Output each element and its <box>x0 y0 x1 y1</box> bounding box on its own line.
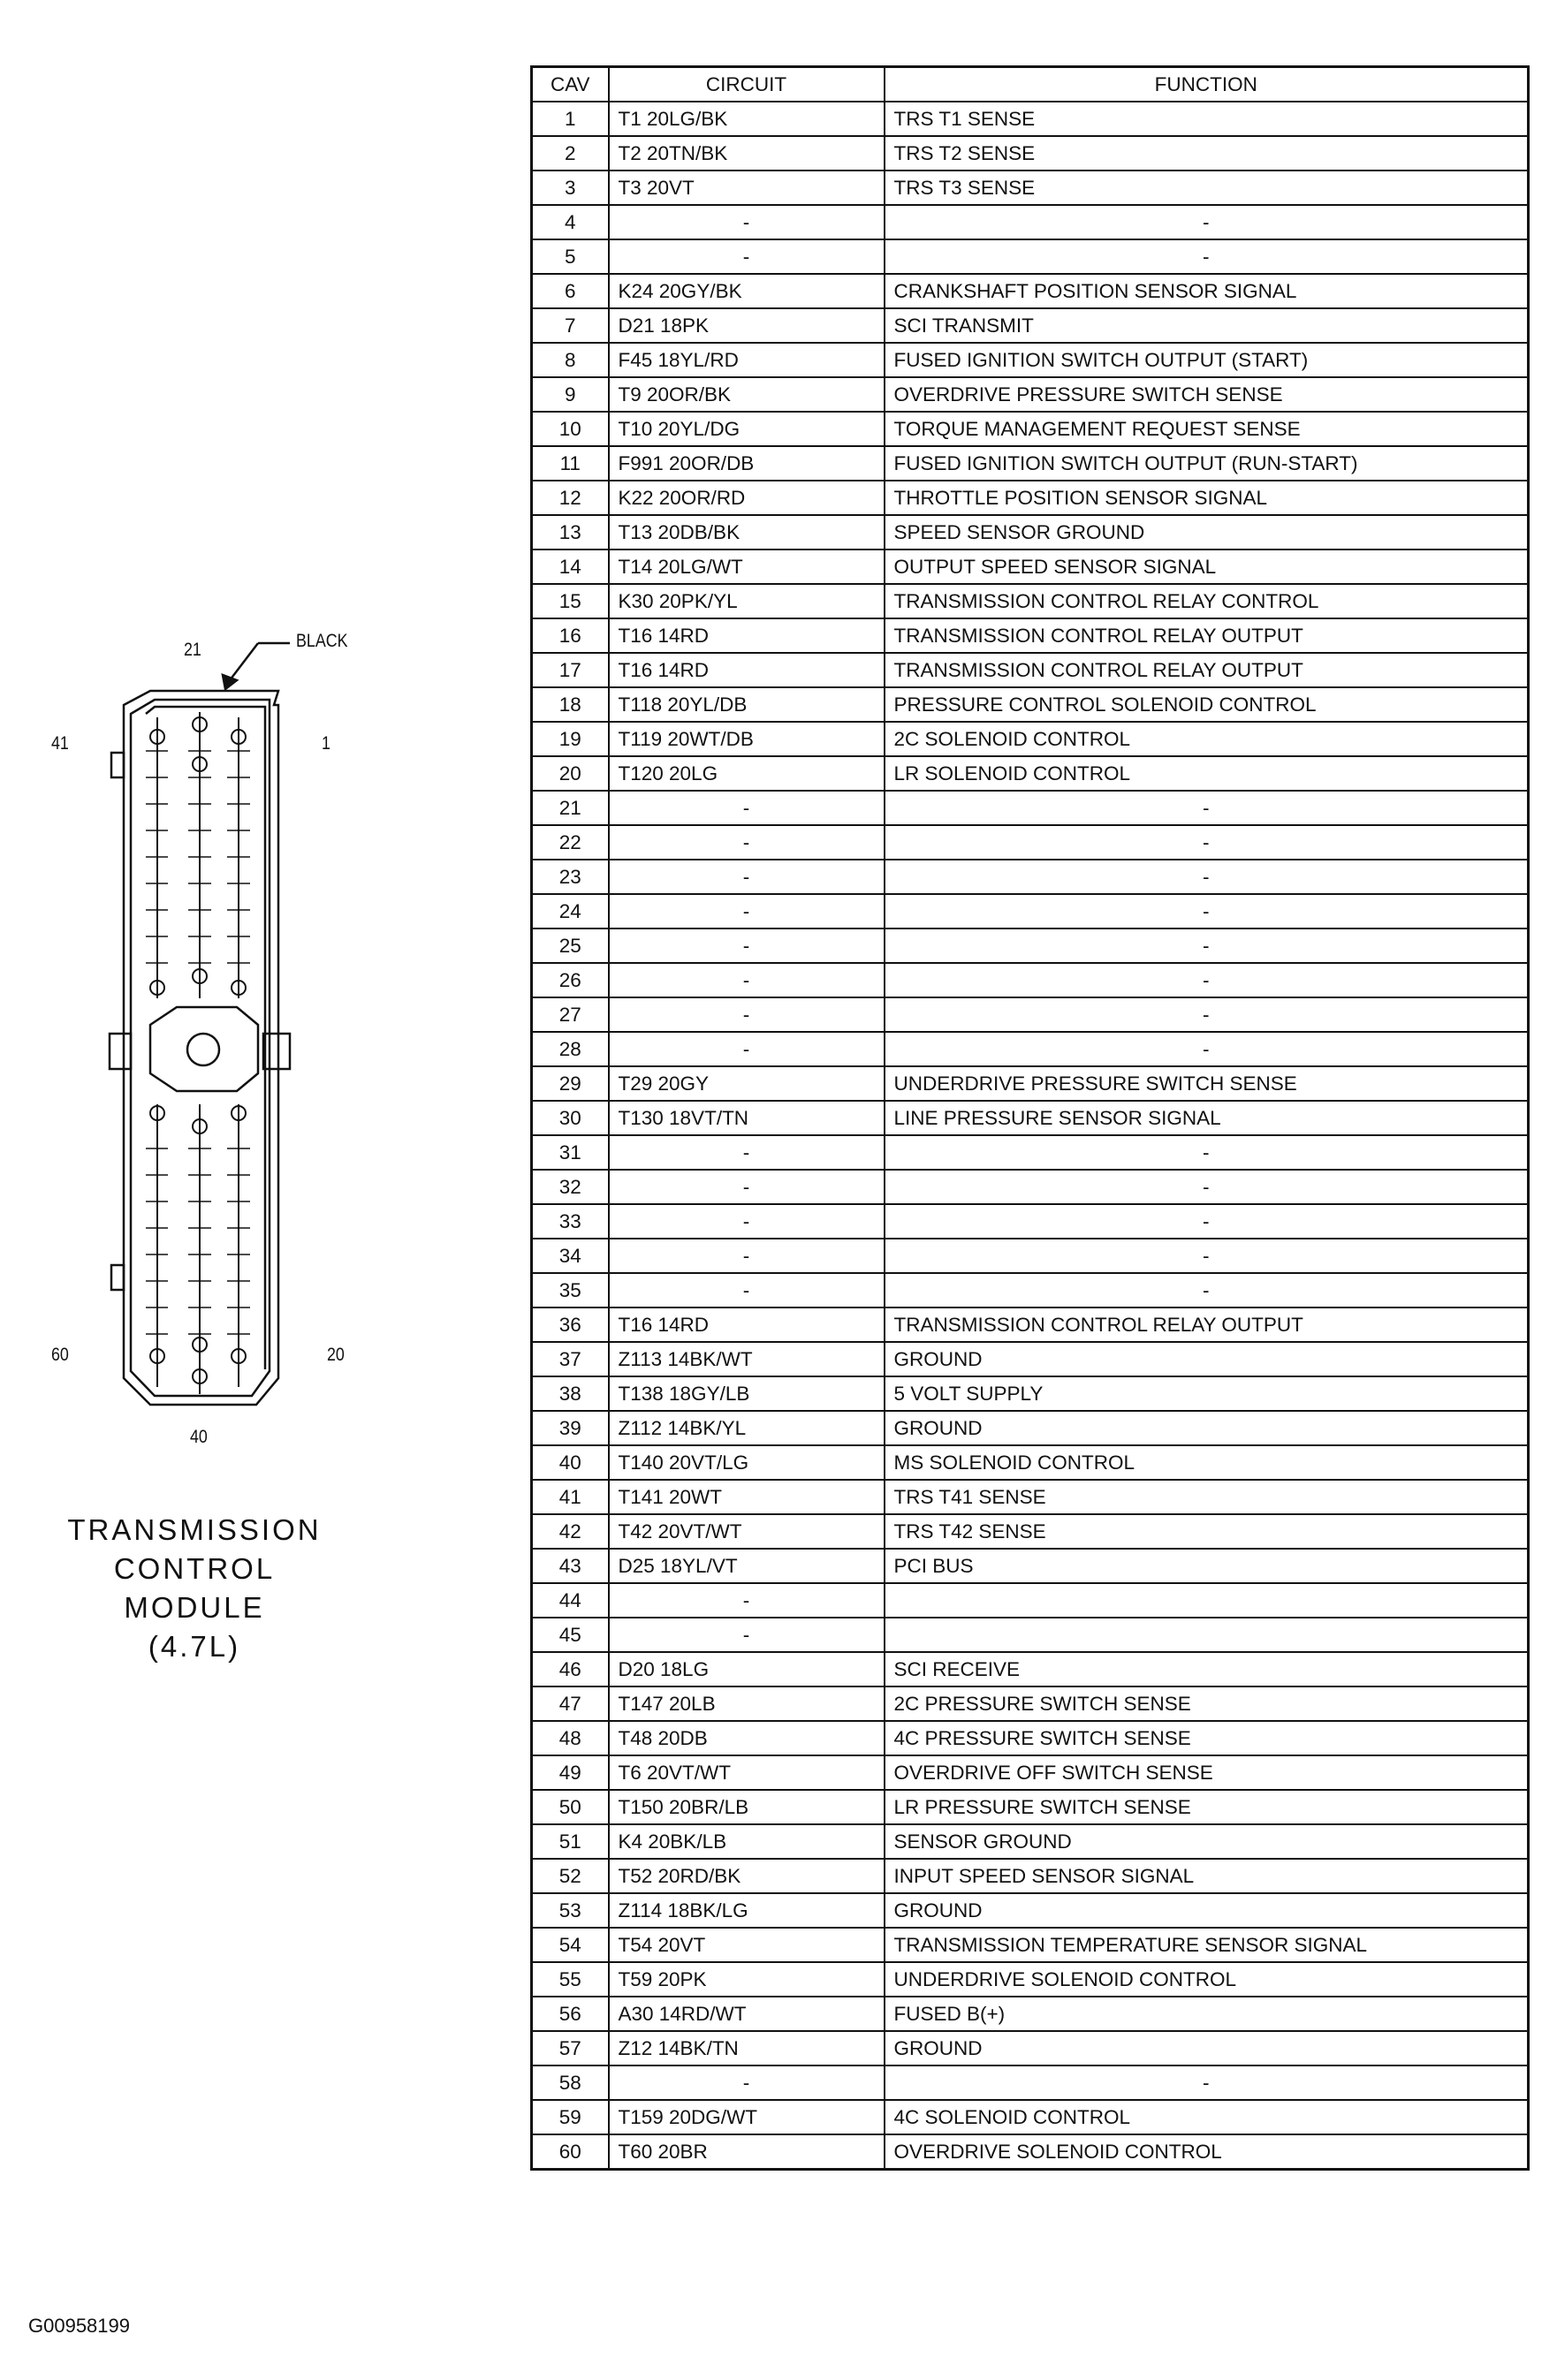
table-row <box>532 1859 1529 1893</box>
pin-label-top-right: 1 <box>322 733 330 754</box>
table-row <box>532 756 1529 791</box>
table-row <box>532 1618 1529 1652</box>
table-row <box>532 1307 1529 1342</box>
circuit-cell: - <box>609 1135 885 1170</box>
circuit-cell: - <box>609 2065 885 2100</box>
cav-cell: 8 <box>532 343 609 377</box>
circuit-cell: F991 20OR/DB <box>609 446 885 481</box>
table-row <box>532 1893 1529 1928</box>
cav-cell: 31 <box>532 1135 609 1170</box>
function-cell: TRS T42 SENSE <box>885 1514 1529 1549</box>
cav-cell: 10 <box>532 412 609 446</box>
table-row <box>532 1411 1529 1445</box>
module-title-line: TRANSMISSION <box>67 1513 322 1546</box>
cav-cell: 56 <box>532 1997 609 2031</box>
function-cell: TRS T1 SENSE <box>885 102 1529 136</box>
circuit-cell: T150 20BR/LB <box>609 1790 885 1824</box>
function-cell: - <box>885 860 1529 894</box>
cav-cell: 32 <box>532 1170 609 1204</box>
function-cell: - <box>885 997 1529 1032</box>
function-cell: GROUND <box>885 1342 1529 1376</box>
function-cell: CRANKSHAFT POSITION SENSOR SIGNAL <box>885 274 1529 308</box>
function-cell: 2C PRESSURE SWITCH SENSE <box>885 1686 1529 1721</box>
table-row <box>532 2134 1529 2170</box>
pinout-table-body <box>532 102 1529 2170</box>
table-row <box>532 136 1529 171</box>
function-cell: TRS T2 SENSE <box>885 136 1529 171</box>
cav-cell: 28 <box>532 1032 609 1066</box>
circuit-cell: T10 20YL/DG <box>609 412 885 446</box>
cav-cell: 25 <box>532 929 609 963</box>
table-row <box>532 1755 1529 1790</box>
table-row <box>532 1204 1529 1239</box>
table-row <box>532 1549 1529 1583</box>
circuit-cell: T16 14RD <box>609 618 885 653</box>
color-callout-line <box>223 643 290 689</box>
table-row <box>532 1583 1529 1618</box>
function-cell: SCI RECEIVE <box>885 1652 1529 1686</box>
table-row <box>532 584 1529 618</box>
cav-cell: 23 <box>532 860 609 894</box>
table-row <box>532 2031 1529 2065</box>
circuit-cell: T138 18GY/LB <box>609 1376 885 1411</box>
pin-columns-lower <box>146 1104 250 1394</box>
table-row <box>532 1721 1529 1755</box>
function-cell: - <box>885 1135 1529 1170</box>
table-row <box>532 1824 1529 1859</box>
table-row <box>532 1997 1529 2031</box>
pin-columns-upper <box>146 712 250 998</box>
table-row <box>532 894 1529 929</box>
circuit-cell: Z112 14BK/YL <box>609 1411 885 1445</box>
cav-cell: 46 <box>532 1652 609 1686</box>
pin-label-top: 21 <box>184 640 201 660</box>
function-cell: - <box>885 929 1529 963</box>
cav-cell: 11 <box>532 446 609 481</box>
module-title-line: MODULE <box>124 1591 265 1624</box>
table-row <box>532 1445 1529 1480</box>
table-row <box>532 274 1529 308</box>
cav-cell: 53 <box>532 1893 609 1928</box>
function-cell: LINE PRESSURE SENSOR SIGNAL <box>885 1101 1529 1135</box>
circuit-cell: T141 20WT <box>609 1480 885 1514</box>
function-cell: UNDERDRIVE PRESSURE SWITCH SENSE <box>885 1066 1529 1101</box>
table-row <box>532 1273 1529 1307</box>
function-cell: - <box>885 1273 1529 1307</box>
circuit-cell: - <box>609 791 885 825</box>
connector-color-label: BLACK <box>296 631 348 651</box>
table-row <box>532 653 1529 687</box>
circuit-cell: - <box>609 1583 885 1618</box>
function-cell: - <box>885 1170 1529 1204</box>
circuit-cell: K4 20BK/LB <box>609 1824 885 1859</box>
table-row <box>532 860 1529 894</box>
circuit-cell: - <box>609 825 885 860</box>
header-cav: CAV <box>532 67 609 102</box>
table-row <box>532 2100 1529 2134</box>
cav-cell: 42 <box>532 1514 609 1549</box>
table-row <box>532 1239 1529 1273</box>
function-cell: - <box>885 1239 1529 1273</box>
table-row <box>532 481 1529 515</box>
function-cell: PRESSURE CONTROL SOLENOID CONTROL <box>885 687 1529 722</box>
circuit-cell: - <box>609 929 885 963</box>
cav-cell: 36 <box>532 1307 609 1342</box>
circuit-cell: T140 20VT/LG <box>609 1445 885 1480</box>
circuit-cell: - <box>609 205 885 239</box>
function-cell: TRANSMISSION CONTROL RELAY CONTROL <box>885 584 1529 618</box>
circuit-cell: T6 20VT/WT <box>609 1755 885 1790</box>
module-title-line: (4.7L) <box>148 1630 241 1663</box>
table-row <box>532 687 1529 722</box>
function-cell: TRS T41 SENSE <box>885 1480 1529 1514</box>
function-cell: 5 VOLT SUPPLY <box>885 1376 1529 1411</box>
function-cell: - <box>885 205 1529 239</box>
cav-cell: 30 <box>532 1101 609 1135</box>
cav-cell: 41 <box>532 1480 609 1514</box>
circuit-cell: D21 18PK <box>609 308 885 343</box>
table-row <box>532 1480 1529 1514</box>
table-row <box>532 997 1529 1032</box>
module-title-line: CONTROL <box>113 1552 276 1585</box>
function-cell: SENSOR GROUND <box>885 1824 1529 1859</box>
connector-diagram <box>27 618 398 1484</box>
cav-cell: 29 <box>532 1066 609 1101</box>
circuit-cell: T14 20LG/WT <box>609 550 885 584</box>
cav-cell: 35 <box>532 1273 609 1307</box>
function-cell: OVERDRIVE PRESSURE SWITCH SENSE <box>885 377 1529 412</box>
table-row <box>532 1790 1529 1824</box>
table-row <box>532 446 1529 481</box>
table-row <box>532 239 1529 274</box>
header-function: FUNCTION <box>885 67 1529 102</box>
cav-cell: 20 <box>532 756 609 791</box>
function-cell: GROUND <box>885 1893 1529 1928</box>
cav-cell: 37 <box>532 1342 609 1376</box>
cav-cell: 9 <box>532 377 609 412</box>
circuit-cell: T2 20TN/BK <box>609 136 885 171</box>
table-row <box>532 515 1529 550</box>
pin-label-bottom-left: 60 <box>51 1345 69 1365</box>
cav-cell: 47 <box>532 1686 609 1721</box>
pinout-table <box>530 65 1530 2171</box>
cav-cell: 14 <box>532 550 609 584</box>
cav-cell: 40 <box>532 1445 609 1480</box>
table-row <box>532 550 1529 584</box>
circuit-cell: K24 20GY/BK <box>609 274 885 308</box>
circuit-cell: K22 20OR/RD <box>609 481 885 515</box>
pin-label-bottom: 40 <box>190 1427 208 1447</box>
cav-cell: 58 <box>532 2065 609 2100</box>
circuit-cell: T147 20LB <box>609 1686 885 1721</box>
circuit-cell: - <box>609 1204 885 1239</box>
function-cell: TORQUE MANAGEMENT REQUEST SENSE <box>885 412 1529 446</box>
pin-label-bottom-right: 20 <box>327 1345 345 1365</box>
function-cell: LR PRESSURE SWITCH SENSE <box>885 1790 1529 1824</box>
table-row <box>532 2065 1529 2100</box>
cav-cell: 49 <box>532 1755 609 1790</box>
function-cell: FUSED IGNITION SWITCH OUTPUT (RUN-START) <box>885 446 1529 481</box>
function-cell: 4C SOLENOID CONTROL <box>885 2100 1529 2134</box>
cav-cell: 6 <box>532 274 609 308</box>
table-row <box>532 1376 1529 1411</box>
circuit-cell: - <box>609 860 885 894</box>
table-row <box>532 377 1529 412</box>
table-row <box>532 308 1529 343</box>
function-cell: TRANSMISSION CONTROL RELAY OUTPUT <box>885 1307 1529 1342</box>
table-row <box>532 412 1529 446</box>
function-cell: - <box>885 1032 1529 1066</box>
cav-cell: 12 <box>532 481 609 515</box>
circuit-cell: T159 20DG/WT <box>609 2100 885 2134</box>
circuit-cell: - <box>609 1273 885 1307</box>
cav-cell: 16 <box>532 618 609 653</box>
function-cell: - <box>885 963 1529 997</box>
function-cell: UNDERDRIVE SOLENOID CONTROL <box>885 1962 1529 1997</box>
cav-cell: 45 <box>532 1618 609 1652</box>
function-cell: - <box>885 239 1529 274</box>
circuit-cell: T16 14RD <box>609 1307 885 1342</box>
function-cell: TRANSMISSION TEMPERATURE SENSOR SIGNAL <box>885 1928 1529 1962</box>
cav-cell: 24 <box>532 894 609 929</box>
cav-cell: 60 <box>532 2134 609 2170</box>
cav-cell: 26 <box>532 963 609 997</box>
cav-cell: 48 <box>532 1721 609 1755</box>
cav-cell: 50 <box>532 1790 609 1824</box>
function-cell: OUTPUT SPEED SENSOR SIGNAL <box>885 550 1529 584</box>
cav-cell: 5 <box>532 239 609 274</box>
cav-cell: 57 <box>532 2031 609 2065</box>
cav-cell: 51 <box>532 1824 609 1859</box>
cav-cell: 22 <box>532 825 609 860</box>
function-cell: - <box>885 1204 1529 1239</box>
function-cell: TRANSMISSION CONTROL RELAY OUTPUT <box>885 653 1529 687</box>
circuit-cell: Z12 14BK/TN <box>609 2031 885 2065</box>
circuit-cell: T29 20GY <box>609 1066 885 1101</box>
table-row <box>532 1962 1529 1997</box>
table-row <box>532 171 1529 205</box>
table-row <box>532 1514 1529 1549</box>
circuit-cell: - <box>609 1239 885 1273</box>
function-cell: FUSED IGNITION SWITCH OUTPUT (START) <box>885 343 1529 377</box>
cav-cell: 17 <box>532 653 609 687</box>
function-cell: 2C SOLENOID CONTROL <box>885 722 1529 756</box>
cav-cell: 21 <box>532 791 609 825</box>
circuit-cell: A30 14RD/WT <box>609 1997 885 2031</box>
circuit-cell: T130 18VT/TN <box>609 1101 885 1135</box>
function-cell: - <box>885 894 1529 929</box>
circuit-cell: Z113 14BK/WT <box>609 1342 885 1376</box>
circuit-cell: - <box>609 1032 885 1066</box>
table-row <box>532 1652 1529 1686</box>
function-cell: MS SOLENOID CONTROL <box>885 1445 1529 1480</box>
circuit-cell: T119 20WT/DB <box>609 722 885 756</box>
function-cell: THROTTLE POSITION SENSOR SIGNAL <box>885 481 1529 515</box>
table-row <box>532 1170 1529 1204</box>
function-cell: GROUND <box>885 1411 1529 1445</box>
circuit-cell: T42 20VT/WT <box>609 1514 885 1549</box>
table-row <box>532 1686 1529 1721</box>
circuit-cell: - <box>609 894 885 929</box>
circuit-cell: Z114 18BK/LG <box>609 1893 885 1928</box>
function-cell: - <box>885 825 1529 860</box>
circuit-cell: - <box>609 963 885 997</box>
table-row <box>532 618 1529 653</box>
cav-cell: 33 <box>532 1204 609 1239</box>
table-row <box>532 722 1529 756</box>
cav-cell: 19 <box>532 722 609 756</box>
circuit-cell: T118 20YL/DB <box>609 687 885 722</box>
cav-cell: 43 <box>532 1549 609 1583</box>
cav-cell: 39 <box>532 1411 609 1445</box>
function-cell: OVERDRIVE OFF SWITCH SENSE <box>885 1755 1529 1790</box>
cav-cell: 55 <box>532 1962 609 1997</box>
table-row <box>532 929 1529 963</box>
function-cell <box>885 1618 1529 1652</box>
circuit-cell: T60 20BR <box>609 2134 885 2170</box>
function-cell: - <box>885 791 1529 825</box>
circuit-cell: - <box>609 1170 885 1204</box>
module-title <box>0 1511 389 1666</box>
table-row <box>532 1032 1529 1066</box>
circuit-cell: - <box>609 239 885 274</box>
cav-cell: 7 <box>532 308 609 343</box>
cav-cell: 2 <box>532 136 609 171</box>
function-cell: LR SOLENOID CONTROL <box>885 756 1529 791</box>
table-row <box>532 1928 1529 1962</box>
cav-cell: 4 <box>532 205 609 239</box>
circuit-cell: T13 20DB/BK <box>609 515 885 550</box>
pin-label-top-left: 41 <box>51 733 69 754</box>
cav-cell: 52 <box>532 1859 609 1893</box>
function-cell: TRS T3 SENSE <box>885 171 1529 205</box>
circuit-cell: D25 18YL/VT <box>609 1549 885 1583</box>
cav-cell: 27 <box>532 997 609 1032</box>
function-cell: SPEED SENSOR GROUND <box>885 515 1529 550</box>
table-row <box>532 1066 1529 1101</box>
circuit-cell: T54 20VT <box>609 1928 885 1962</box>
table-row <box>532 791 1529 825</box>
cav-cell: 13 <box>532 515 609 550</box>
figure-id: G00958199 <box>28 2315 130 2337</box>
function-cell: - <box>885 2065 1529 2100</box>
table-row <box>532 102 1529 136</box>
function-cell: SCI TRANSMIT <box>885 308 1529 343</box>
table-row <box>532 963 1529 997</box>
circuit-cell: K30 20PK/YL <box>609 584 885 618</box>
function-cell <box>885 1583 1529 1618</box>
table-row <box>532 1342 1529 1376</box>
table-header-row <box>532 67 1529 102</box>
header-circuit: CIRCUIT <box>609 67 885 102</box>
circuit-cell: F45 18YL/RD <box>609 343 885 377</box>
circuit-cell: T3 20VT <box>609 171 885 205</box>
table-row <box>532 1135 1529 1170</box>
circuit-cell: T59 20PK <box>609 1962 885 1997</box>
circuit-cell: T48 20DB <box>609 1721 885 1755</box>
function-cell: INPUT SPEED SENSOR SIGNAL <box>885 1859 1529 1893</box>
circuit-cell: T9 20OR/BK <box>609 377 885 412</box>
circuit-cell: D20 18LG <box>609 1652 885 1686</box>
function-cell: 4C PRESSURE SWITCH SENSE <box>885 1721 1529 1755</box>
table-row <box>532 1101 1529 1135</box>
circuit-cell: T16 14RD <box>609 653 885 687</box>
cav-cell: 3 <box>532 171 609 205</box>
circuit-cell: T52 20RD/BK <box>609 1859 885 1893</box>
circuit-cell: T120 20LG <box>609 756 885 791</box>
function-cell: PCI BUS <box>885 1549 1529 1583</box>
table-row <box>532 343 1529 377</box>
function-cell: TRANSMISSION CONTROL RELAY OUTPUT <box>885 618 1529 653</box>
circuit-cell: - <box>609 997 885 1032</box>
cav-cell: 1 <box>532 102 609 136</box>
cav-cell: 44 <box>532 1583 609 1618</box>
circuit-cell: T1 20LG/BK <box>609 102 885 136</box>
cav-cell: 15 <box>532 584 609 618</box>
table-row <box>532 205 1529 239</box>
function-cell: FUSED B(+) <box>885 1997 1529 2031</box>
cav-cell: 54 <box>532 1928 609 1962</box>
function-cell: GROUND <box>885 2031 1529 2065</box>
cav-cell: 18 <box>532 687 609 722</box>
table-row <box>532 825 1529 860</box>
circuit-cell: - <box>609 1618 885 1652</box>
cav-cell: 59 <box>532 2100 609 2134</box>
cav-cell: 38 <box>532 1376 609 1411</box>
cav-cell: 34 <box>532 1239 609 1273</box>
function-cell: OVERDRIVE SOLENOID CONTROL <box>885 2134 1529 2170</box>
